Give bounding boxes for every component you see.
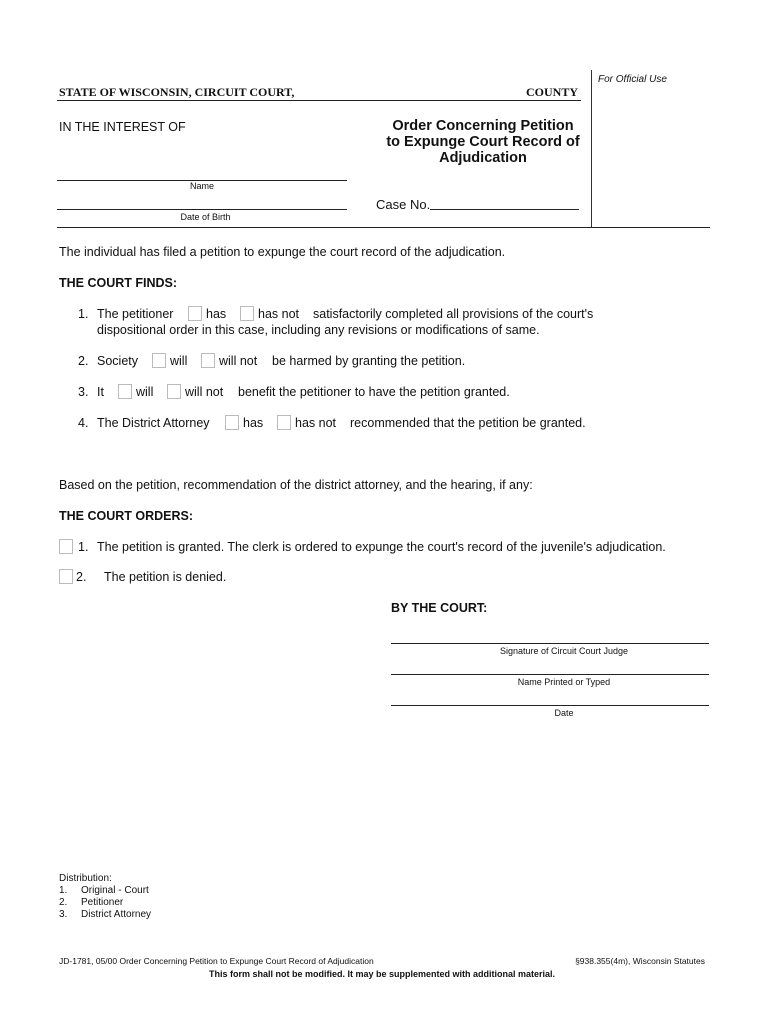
finding-1-subject: The petitioner xyxy=(97,307,174,321)
footer-statute: §938.355(4m), Wisconsin Statutes xyxy=(575,956,705,966)
distribution-item-text: District Attorney xyxy=(81,909,152,920)
finding-4-has-checkbox[interactable] xyxy=(225,415,239,430)
intro-text: The individual has filed a petition to expunge the court record of the adjudication. xyxy=(59,245,506,259)
form-title-line1: Order Concerning Petition xyxy=(392,118,574,134)
finding-2-text: be harmed by granting the petition. xyxy=(272,354,466,368)
in-interest-of-label: IN THE INTEREST OF xyxy=(59,120,186,134)
finding-1-has-label: has xyxy=(206,307,227,321)
distribution-item xyxy=(59,897,151,909)
date-field[interactable] xyxy=(391,705,709,706)
distribution-list xyxy=(59,873,151,921)
finding-4-has-not-checkbox[interactable] xyxy=(277,415,291,430)
order-2-text: The petition is denied. xyxy=(104,570,227,584)
finding-2-will-label: will xyxy=(170,354,188,368)
form-title xyxy=(372,118,594,166)
finding-3-will-not-checkbox[interactable] xyxy=(167,384,181,399)
finding-1-has-not-label: has not xyxy=(258,307,300,321)
finding-4-subject: The District Attorney xyxy=(97,416,210,430)
judge-signature-field[interactable] xyxy=(391,643,709,644)
order-1-text: The petition is granted. The clerk is ordered to expunge the court's record of the juvenile's adjudication. xyxy=(97,540,666,554)
finding-3-will-label: will xyxy=(136,385,154,399)
distribution-title: Distribution: xyxy=(59,873,112,884)
finding-1-has-not-checkbox[interactable] xyxy=(240,306,254,321)
finding-3-number: 3. xyxy=(78,385,89,399)
name-label: Name xyxy=(189,181,214,191)
finding-2-subject: Society xyxy=(97,354,138,368)
finding-3-subject: It xyxy=(97,385,104,399)
name-printed-label: Name Printed or Typed xyxy=(517,677,611,687)
finding-2-number: 2. xyxy=(78,354,89,368)
orders-heading: THE COURT ORDERS: xyxy=(59,509,194,523)
official-use-label: For Official Use xyxy=(598,74,667,85)
footer-notice: This form shall not be modified. It may be supplemented with additional material. xyxy=(208,969,556,979)
by-the-court-label: BY THE COURT: xyxy=(391,601,488,615)
finding-3-text: benefit the petitioner to have the petition granted. xyxy=(238,385,510,399)
distribution-item-number: 2. xyxy=(59,897,68,908)
date-label: Date xyxy=(554,708,574,718)
header-underline xyxy=(57,100,581,101)
order-1-checkbox[interactable] xyxy=(59,539,73,554)
order-2-checkbox[interactable] xyxy=(59,569,73,584)
footer-form-id: JD-1781, 05/00 Order Concerning Petition to Expunge Court Record of Adjudication xyxy=(59,956,374,966)
case-no-label: Case No. xyxy=(376,197,431,212)
finding-4-number: 4. xyxy=(78,416,89,430)
caption-bottom-rule xyxy=(57,227,710,228)
finding-1-text-continued: dispositional order in this case, including any revisions or modifications of same. xyxy=(97,323,540,337)
finding-1-text: satisfactorily completed all provisions of the court's xyxy=(313,307,594,321)
order-1-number: 1. xyxy=(78,540,89,554)
distribution-item xyxy=(59,909,151,921)
case-no-field[interactable] xyxy=(430,209,579,210)
form-title-line3: Adjudication xyxy=(439,150,527,166)
finding-3-will-not-label: will not xyxy=(185,385,224,399)
findings-heading: THE COURT FINDS: xyxy=(59,276,178,290)
finding-4-has-label: has xyxy=(243,416,264,430)
name-printed-field[interactable] xyxy=(391,674,709,675)
form-title-line2: to Expunge Court Record of xyxy=(386,134,580,150)
dob-field[interactable] xyxy=(57,209,347,210)
finding-2-will-not-label: will not xyxy=(219,354,258,368)
finding-4-text: recommended that the petition be granted. xyxy=(350,416,586,430)
finding-1-has-checkbox[interactable] xyxy=(188,306,202,321)
judge-signature-label: Signature of Circuit Court Judge xyxy=(499,646,629,656)
distribution-item-number: 3. xyxy=(59,909,68,920)
finding-2-will-checkbox[interactable] xyxy=(152,353,166,368)
order-2-number: 2. xyxy=(76,570,87,584)
finding-2-will-not-checkbox[interactable] xyxy=(201,353,215,368)
finding-1-number: 1. xyxy=(78,307,89,321)
based-on-text: Based on the petition, recommendation of the district attorney, and the hearing, if any: xyxy=(59,478,533,492)
finding-4-has-not-label: has not xyxy=(295,416,337,430)
distribution-item-text: Petitioner xyxy=(81,897,124,908)
finding-3-will-checkbox[interactable] xyxy=(118,384,132,399)
distribution-item-number: 1. xyxy=(59,885,68,896)
dob-label: Date of Birth xyxy=(180,212,231,222)
state-court-heading: STATE OF WISCONSIN, CIRCUIT COURT, xyxy=(59,85,295,99)
distribution-item-text: Original - Court xyxy=(81,885,149,896)
distribution-item xyxy=(59,885,151,897)
county-heading: COUNTY xyxy=(526,85,579,99)
